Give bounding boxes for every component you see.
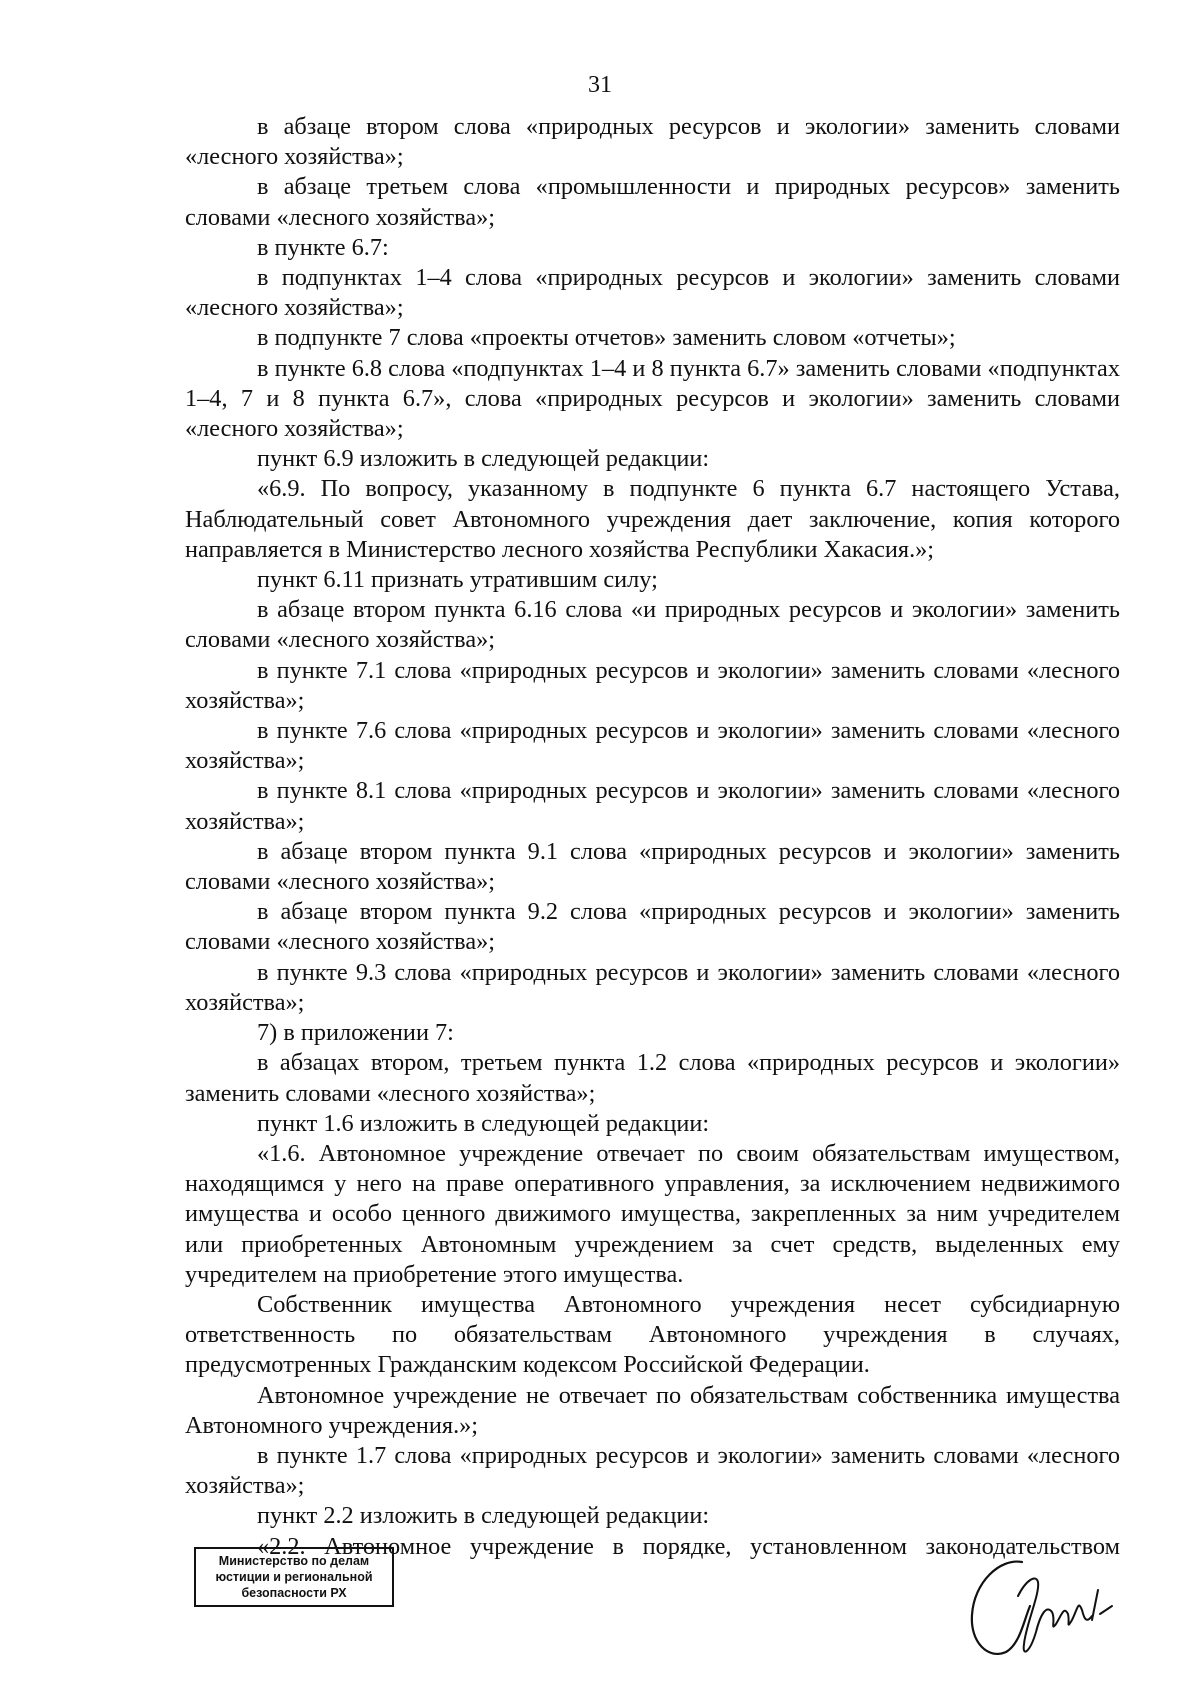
stamp-line: безопасности РХ bbox=[241, 1586, 347, 1600]
signature-icon bbox=[960, 1520, 1160, 1670]
paragraph: в абзаце втором пункта 6.16 слова «и природных ресурсов и экологии» заменить словами «лесного хозяйства»; bbox=[185, 596, 1120, 654]
stamp-line: юстиции и региональной bbox=[215, 1570, 373, 1584]
paragraph: пункт 2.2 изложить в следующей редакции: bbox=[257, 1502, 710, 1530]
paragraph: «2.2. Автономное учреждение в порядке, установленном законодательством bbox=[257, 1532, 1120, 1560]
paragraph: Автономное учреждение не отвечает по обязательствам собственника имущества Автономного учреждения.»; bbox=[185, 1381, 1120, 1439]
paragraph: в пункте 1.7 слова «природных ресурсов и экологии» заменить словами «лесного хозяйства»; bbox=[185, 1441, 1120, 1500]
paragraph: пункт 6.11 признать утратившим силу; bbox=[257, 566, 658, 594]
paragraph: в абзаце втором пункта 9.1 слова «природных ресурсов и экологии» заменить словами «лесного хозяйства»; bbox=[185, 837, 1120, 896]
paragraph: «6.9. По вопросу, указанному в подпункте 6 пункта 6.7 настоящего Устава, Наблюдательный совет Автономного учреждения дает заключение, копия которого направляется в Министерство лесного хозяйства Республики Хакасия.»; bbox=[185, 475, 1120, 563]
paragraph: в абзаце третьем слова «промышленности и природных ресурсов» заменить словами «лесного хозяйства»; bbox=[185, 173, 1120, 231]
ministry-stamp bbox=[194, 1547, 394, 1607]
page-number: 31 bbox=[588, 72, 612, 98]
paragraph: Собственник имущества Автономного учреждения несет субсидиарную ответственность по обязательствам Автономного учреждения в случаях, предусмотренных Гражданским кодексом Российской Федерации. bbox=[185, 1290, 1120, 1379]
paragraph: в абзаце втором слова «природных ресурсов и экологии» заменить словами «лесного хозяйства»; bbox=[185, 113, 1120, 171]
paragraph: в пункте 7.1 слова «природных ресурсов и экологии» заменить словами «лесного хозяйства»; bbox=[185, 656, 1120, 714]
paragraph: 7) в приложении 7: bbox=[257, 1019, 454, 1047]
paragraph: в подпункте 7 слова «проекты отчетов» заменить словом «отчеты»; bbox=[257, 324, 956, 352]
document-body bbox=[185, 112, 1120, 1562]
paragraph: в пункте 8.1 слова «природных ресурсов и экологии» заменить словами «лесного хозяйства»; bbox=[185, 777, 1120, 835]
paragraph: пункт 1.6 изложить в следующей редакции: bbox=[257, 1109, 710, 1137]
paragraph: в пункте 6.7: bbox=[257, 233, 389, 261]
paragraph: в пункте 7.6 слова «природных ресурсов и экологии» заменить словами «лесного хозяйства»; bbox=[185, 717, 1120, 775]
paragraph: в абзаце втором пункта 9.2 слова «природных ресурсов и экологии» заменить словами «лесного хозяйства»; bbox=[185, 898, 1120, 956]
paragraph: в абзацах втором, третьем пункта 1.2 слова «природных ресурсов и экологии» заменить словами «лесного хозяйства»; bbox=[185, 1049, 1120, 1107]
paragraph: в подпунктах 1–4 слова «природных ресурсов и экологии» заменить словами «лесного хозяйства»; bbox=[185, 264, 1120, 322]
paragraph: в пункте 6.8 слова «подпунктах 1–4 и 8 пункта 6.7» заменить словами «подпунктах 1–4, 7 и 8 пункта 6.7», слова «природных ресурсов и экологии» заменить словами «лесного хозяйства»; bbox=[185, 354, 1120, 443]
paragraph: пункт 6.9 изложить в следующей редакции: bbox=[257, 445, 710, 473]
stamp-line: Министерство по делам bbox=[218, 1554, 370, 1568]
paragraph: в пункте 9.3 слова «природных ресурсов и экологии» заменить словами «лесного хозяйства»; bbox=[185, 958, 1120, 1016]
paragraph: «1.6. Автономное учреждение отвечает по своим обязательствам имуществом, находящимся у него на праве оперативного управления, за исключением недвижимого имущества и особо ценного движимого имущества, закрепленных за ним учредителем или приобретенных Автономным учреждением за счет средств, выделенных ему учредителем на приобретение этого имущества. bbox=[185, 1139, 1120, 1288]
